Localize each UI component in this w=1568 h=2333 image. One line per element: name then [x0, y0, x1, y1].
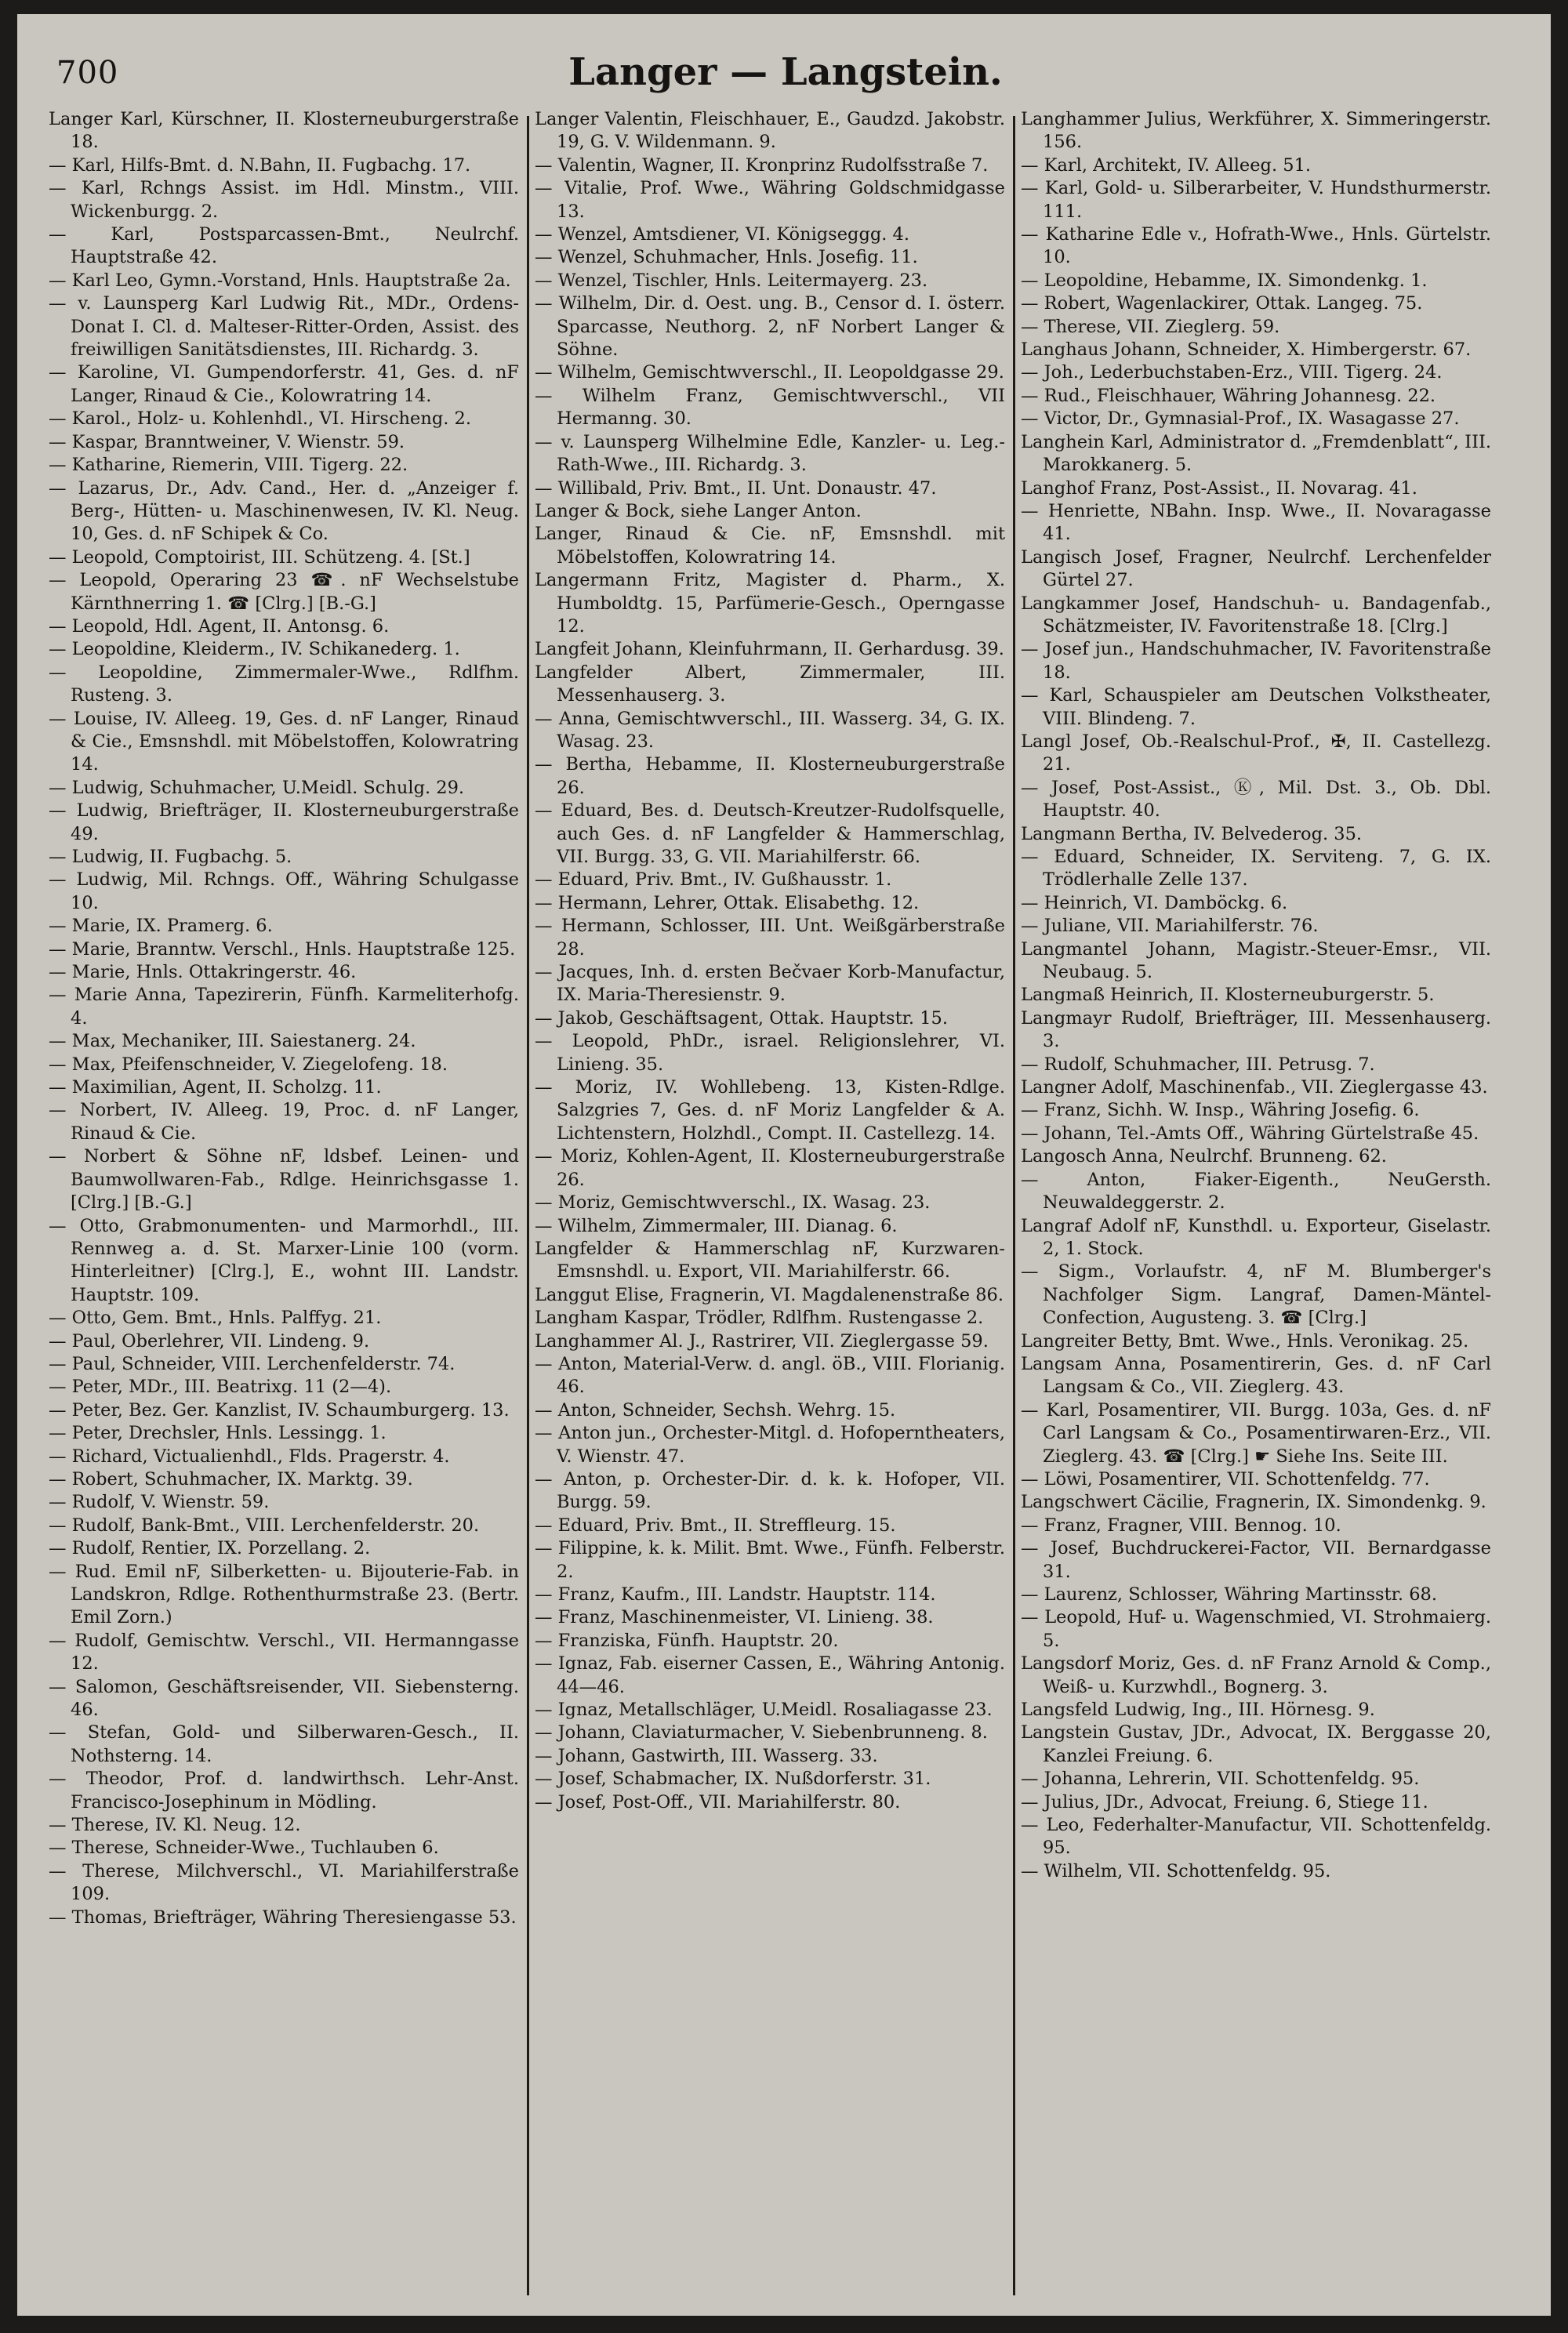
directory-entry: Langgut Elise, Fragnerin, VI. Magdalenenstraße 86.: [535, 1284, 1004, 1305]
directory-entry: — Lazarus, Dr., Adv. Cand., Her. d. „Anzeiger f. Berg-, Hütten- u. Maschinenwesen, IV. Kl. Neug. 10, Ges. d. nF Schipek & Co.: [49, 477, 519, 545]
directory-entry: — Max, Mechaniker, III. Saiestanerg. 24.: [49, 1031, 416, 1052]
directory-entry: — Theodor, Prof. d. landwirthsch. Lehr-Anst. Francisco-Josephinum in Mödling.: [49, 1769, 519, 1812]
directory-entry: — Hermann, Schlosser, III. Unt. Weißgärberstraße 28.: [535, 916, 1005, 960]
directory-entry: — Salomon, Geschäftsreisender, VII. Siebensterng. 46.: [49, 1676, 519, 1721]
directory-entry: — Johann, Gastwirth, III. Wasserg. 33.: [535, 1745, 878, 1766]
directory-entry: — Valentin, Wagner, II. Kronprinz Rudolfsstraße 7.: [535, 154, 989, 176]
directory-entry: — Leopoldine, Hebamme, IX. Simondenkg. 1.: [1021, 270, 1428, 291]
directory-entry: Langermann Fritz, Magister d. Pharm., X. Humboldtg. 15, Parfümerie-Gesch., Operngasse 12.: [535, 570, 1005, 637]
directory-entry: — Karl, Schauspieler am Deutschen Volkstheater, VIII. Blindeng. 7.: [1021, 685, 1491, 729]
directory-entry: Langmayr Rudolf, Briefträger, III. Messenhauserg. 3.: [1021, 1007, 1491, 1052]
directory-entry: — Josef, Buchdruckerei-Factor, VII. Bernardgasse 31.: [1021, 1538, 1491, 1582]
directory-entry: — Bertha, Hebamme, II. Klosterneuburgerstraße 26.: [535, 754, 1005, 798]
directory-entry: — Franz, Fragner, VIII. Bennog. 10.: [1021, 1515, 1341, 1536]
directory-entry: — Paul, Oberlehrer, VII. Lindeng. 9.: [49, 1330, 370, 1352]
directory-entry: — Wenzel, Tischler, Hnls. Leitermayerg. 23.: [535, 270, 928, 291]
directory-entry: — Ludwig, Briefträger, II. Klosterneuburgerstraße 49.: [49, 800, 519, 844]
directory-entry: — Willibald, Priv. Bmt., II. Unt. Donaustr. 47.: [535, 477, 937, 499]
directory-entry: — Johann, Tel.-Amts Off., Währing Gürtelstraße 45.: [1021, 1123, 1479, 1144]
directory-entry: — Vitalie, Prof. Wwe., Währing Goldschmidgasse 13.: [535, 178, 1005, 222]
directory-entry: — Karol., Holz- u. Kohlenhdl., VI. Hirscheng. 2.: [49, 408, 472, 430]
directory-entry: Langer, Rinaud & Cie. nF, Emsnshdl. mit Möbelstoffen, Kolowratring 14.: [535, 524, 1005, 568]
directory-entry: — Franz, Sichh. W. Insp., Währing Josefig. 6.: [1021, 1100, 1420, 1121]
directory-entry: — Maximilian, Agent, II. Scholzg. 11.: [49, 1077, 382, 1098]
directory-entry: Langer Valentin, Fleischhauer, E., Gaudzd. Jakobstr. 19, G. V. Wildenmann. 9.: [535, 109, 1005, 153]
directory-column-3: [1021, 108, 1491, 2303]
directory-entry: — Richard, Victualienhdl., Flds. Pragerstr. 4.: [49, 1446, 450, 1467]
directory-entry: — Wilhelm, VII. Schottenfeldg. 95.: [1021, 1860, 1331, 1881]
directory-entry: — Moriz, IV. Wohllebeng. 13, Kisten-Rdlge. Salzgries 7, Ges. d. nF Moriz Langfelder & A. Lichtenstern, Holzhdl., Compt. II. Castellezg. 14.: [535, 1077, 1005, 1144]
directory-entry: — Therese, IV. Kl. Neug. 12.: [49, 1815, 301, 1836]
directory-entry: — Wilhelm, Gemischtwverschl., II. Leopoldgasse 29.: [535, 362, 1004, 383]
directory-entry: — Rudolf, V. Wienstr. 59.: [49, 1492, 270, 1513]
directory-entry: — Henriette, NBahn. Insp. Wwe., II. Novaragasse 41.: [1021, 500, 1491, 545]
directory-entry: — Peter, Drechsler, Hnls. Lessingg. 1.: [49, 1423, 387, 1444]
directory-entry: Langosch Anna, Neulrchf. Brunneng. 62.: [1021, 1146, 1387, 1167]
directory-entry: Langsdorf Moriz, Ges. d. nF Franz Arnold & Comp., Weiß- u. Kurzwhdl., Bognerg. 3.: [1021, 1653, 1491, 1697]
directory-entry: — Therese, Schneider-Wwe., Tuchlauben 6.: [49, 1838, 439, 1859]
directory-entry: — Jacques, Inh. d. ersten Bečvaer Korb-Manufactur, IX. Maria-Theresienstr. 9.: [535, 962, 1005, 1006]
directory-entry: — Anton, Fiaker-Eigenth., NeuGersth. Neuwaldeggerstr. 2.: [1021, 1169, 1491, 1214]
directory-entry: — Johanna, Lehrerin, VII. Schottenfeldg. 95.: [1021, 1769, 1420, 1790]
directory-entry: — Juliane, VII. Mariahilferstr. 76.: [1021, 916, 1319, 937]
directory-entry: — Laurenz, Schlosser, Währing Martinsstr. 68.: [1021, 1584, 1437, 1605]
directory-column-2: [535, 108, 1005, 2303]
directory-entry: — Marie, Hnls. Ottakringerstr. 46.: [49, 962, 357, 983]
directory-entry: Langstein Gustav, JDr., Advocat, IX. Berggasse 20, Kanzlei Freiung. 6.: [1021, 1722, 1491, 1766]
directory-entry: — Robert, Wagenlackirer, Ottak. Langeg. 75.: [1021, 293, 1423, 314]
directory-entry: Langfeit Johann, Kleinfuhrmann, II. Gerhardusg. 39.: [535, 639, 1004, 660]
directory-entry: — Max, Pfeifenschneider, V. Ziegelofeng. 18.: [49, 1054, 448, 1075]
directory-entry: Langl Josef, Ob.-Realschul-Prof., ✠, II. Castellezg. 21.: [1021, 731, 1491, 775]
directory-entry: — Karl, Gold- u. Silberarbeiter, V. Hundsthurmerstr. 111.: [1021, 178, 1491, 222]
directory-entry: — Therese, Milchverschl., VI. Mariahilferstraße 109.: [49, 1860, 519, 1905]
directory-entry: — Leopoldine, Zimmermaler-Wwe., Rdlfhm. Rusteng. 3.: [49, 662, 519, 706]
directory-entry: — Eduard, Priv. Bmt., II. Streffleurg. 15.: [535, 1515, 896, 1536]
directory-entry: — Wilhelm, Dir. d. Oest. ung. B., Censor d. I. österr. Sparcasse, Neuthorg. 2, nF Norbert Langer & Söhne.: [535, 293, 1005, 361]
page-number: 700: [56, 55, 119, 91]
directory-entry: — Marie, Branntw. Verschl., Hnls. Hauptstraße 125.: [49, 938, 516, 960]
directory-entry: — Josef, Schabmacher, IX. Nußdorferstr. 31.: [535, 1769, 931, 1790]
directory-entry: — Victor, Dr., Gymnasial-Prof., IX. Wasagasse 27.: [1021, 408, 1460, 430]
directory-entry: — Anton, Schneider, Sechsh. Wehrg. 15.: [535, 1399, 896, 1420]
directory-entry: — Leopold, Comptoirist, III. Schützeng. 4. [St.]: [49, 546, 470, 568]
directory-entry: Langmaß Heinrich, II. Klosterneuburgerstr. 5.: [1021, 985, 1435, 1006]
directory-entry: — Norbert & Söhne nF, ldsbef. Leinen- und Baumwollwaren-Fab., Rdlge. Heinrichsgasse 1. [Clrg.] [B.-G.]: [49, 1146, 519, 1214]
directory-entry: — Stefan, Gold- und Silberwaren-Gesch., II. Nothsterng. 14.: [49, 1722, 519, 1766]
running-head: Langer — Langstein.: [568, 50, 1003, 94]
directory-entry: — Filippine, k. k. Milit. Bmt. Wwe., Fünfh. Felberstr. 2.: [535, 1538, 1005, 1582]
page-header: [49, 50, 1523, 97]
directory-entry: — Karoline, VI. Gumpendorferstr. 41, Ges. d. nF Langer, Rinaud & Cie., Kolowratring 14.: [49, 362, 519, 406]
directory-entry: Langreiter Betty, Bmt. Wwe., Hnls. Veronikag. 25.: [1021, 1330, 1469, 1352]
directory-entry: — Katharine Edle v., Hofrath-Wwe., Hnls. Gürtelstr. 10.: [1021, 224, 1491, 268]
directory-column-1: [49, 108, 519, 2303]
directory-entry: — Karl Leo, Gymn.-Vorstand, Hnls. Hauptstraße 2a.: [49, 270, 511, 291]
directory-entry: — Otto, Grabmonumenten- und Marmorhdl., III. Rennweg a. d. St. Marxer-Linie 100 (vorm. Hinterleitner) [Clrg.], E., wohnt III. Landstr. Hauptstr. 109.: [49, 1215, 519, 1305]
directory-entry: — v. Launsperg Wilhelmine Edle, Kanzler- u. Leg.-Rath-Wwe., III. Richardg. 3.: [535, 431, 1005, 476]
directory-entry: — Franziska, Fünfh. Hauptstr. 20.: [535, 1630, 839, 1651]
directory-entry: — Ludwig, II. Fugbachg. 5.: [49, 847, 292, 867]
directory-entry: — Norbert, IV. Alleeg. 19, Proc. d. nF Langer, Rinaud & Cie.: [49, 1100, 519, 1144]
directory-entry: — Anton, Material-Verw. d. angl. öB., VIII. Florianig. 46.: [535, 1353, 1005, 1398]
directory-entry: — Hermann, Lehrer, Ottak. Elisabethg. 12.: [535, 892, 920, 913]
directory-entry: Langsfeld Ludwig, Ing., III. Hörnesg. 9.: [1021, 1700, 1375, 1721]
directory-entry: — Ludwig, Mil. Rchngs. Off., Währing Schulgasse 10.: [49, 869, 519, 913]
directory-page: [17, 14, 1551, 2316]
directory-entry: — Thomas, Briefträger, Währing Theresiengasse 53.: [49, 1907, 517, 1928]
directory-entry: — Eduard, Priv. Bmt., IV. Gußhausstr. 1.: [535, 869, 892, 891]
directory-entry: Langhammer Al. J., Rastrirer, VII. Zieglergasse 59.: [535, 1330, 989, 1352]
directory-entry: — Wenzel, Schuhmacher, Hnls. Josefig. 11.: [535, 247, 918, 268]
column-rule: [527, 116, 529, 2295]
directory-entry: — Wilhelm Franz, Gemischtwverschl., VII Hermanng. 30.: [535, 385, 1005, 430]
directory-entry: — Anton, p. Orchester-Dir. d. k. k. Hofoper, VII. Burgg. 59.: [535, 1468, 1005, 1513]
directory-entry: — Löwi, Posamentirer, VII. Schottenfeldg. 77.: [1021, 1468, 1430, 1489]
directory-entry: Langschwert Cäcilie, Fragnerin, IX. Simondenkg. 9.: [1021, 1492, 1486, 1513]
directory-entry: — Ignaz, Fab. eiserner Cassen, E., Währing Antonig. 44—46.: [535, 1653, 1005, 1697]
directory-entry: — Eduard, Bes. d. Deutsch-Kreutzer-Rudolfsquelle, auch Ges. d. nF Langfelder & Hammerschlag, VII. Burgg. 33, G. VII. Mariahilferstr. 66.: [535, 800, 1005, 867]
directory-entry: — Jakob, Geschäftsagent, Ottak. Hauptstr. 15.: [535, 1007, 949, 1029]
directory-entry: — Franz, Maschinenmeister, VI. Linieng. 38.: [535, 1607, 934, 1628]
directory-entry: — Rudolf, Schuhmacher, III. Petrusg. 7.: [1021, 1054, 1375, 1075]
directory-entry: — Franz, Kaufm., III. Landstr. Hauptstr. 114.: [535, 1584, 936, 1605]
directory-entry: — Eduard, Schneider, IX. Serviteng. 7, G. IX. Trödlerhalle Zelle 137.: [1021, 847, 1491, 891]
directory-entry: — Josef, Post-Assist., Ⓚ, Mil. Dst. 3., Ob. Dbl. Hauptstr. 40.: [1021, 777, 1491, 822]
directory-entry: Langhammer Julius, Werkführer, X. Simmeringerstr. 156.: [1021, 109, 1491, 153]
directory-entry: Langfelder Albert, Zimmermaler, III. Messenhauserg. 3.: [535, 662, 1005, 706]
directory-entry: — v. Launsperg Karl Ludwig Rit., MDr., Ordens-Donat I. Cl. d. Malteser-Ritter-Orden, Assist. des freiwilligen Sanitätsdienstes, III. Richardg. 3.: [49, 293, 519, 361]
directory-entry: — Leopold, PhDr., israel. Religionslehrer, VI. Linieng. 35.: [535, 1031, 1005, 1075]
directory-entry: Langhof Franz, Post-Assist., II. Novarag. 41.: [1021, 477, 1417, 499]
directory-entry: — Rudolf, Gemischtw. Verschl., VII. Hermanngasse 12.: [49, 1630, 519, 1674]
directory-entry: — Karl, Posamentirer, VII. Burgg. 103a, Ges. d. nF Carl Langsam & Co., Posamentirwaren-Erz., VII. Zieglerg. 43. ☎ [Clrg.] ☛ Siehe Ins. Seite III.: [1021, 1399, 1491, 1467]
directory-entry: — Leopold, Huf- u. Wagenschmied, VI. Strohmaierg. 5.: [1021, 1607, 1491, 1651]
directory-entry: — Rud. Emil nF, Silberketten- u. Bijouterie-Fab. in Landskron, Rdlge. Rothenthurmstraße 23. (Bertr. Emil Zorn.): [49, 1561, 519, 1628]
directory-entry: — Anton jun., Orchester-Mitgl. d. Hofoperntheaters, V. Wienstr. 47.: [535, 1423, 1005, 1467]
directory-entry: Langsam Anna, Posamentirerin, Ges. d. nF Carl Langsam & Co., VII. Zieglerg. 43.: [1021, 1353, 1491, 1398]
directory-entry: Langhein Karl, Administrator d. „Fremdenblatt“, III. Marokkanerg. 5.: [1021, 431, 1491, 476]
directory-entry: — Moriz, Gemischtwverschl., IX. Wasag. 23.: [535, 1192, 931, 1214]
directory-entry: — Rudolf, Rentier, IX. Porzellang. 2.: [49, 1538, 371, 1559]
directory-entry: Langham Kaspar, Trödler, Rdlfhm. Rustengasse 2.: [535, 1308, 984, 1329]
directory-entry: — Leo, Federhalter-Manufactur, VII. Schottenfeldg. 95.: [1021, 1815, 1491, 1859]
directory-entry: — Katharine, Riemerin, VIII. Tigerg. 22.: [49, 455, 408, 476]
directory-entry: — Rudolf, Bank-Bmt., VIII. Lerchenfelderstr. 20.: [49, 1515, 480, 1536]
directory-entry: Langisch Josef, Fragner, Neulrchf. Lerchenfelder Gürtel 27.: [1021, 546, 1491, 591]
directory-entry: — Leopoldine, Kleiderm., IV. Schikanederg. 1.: [49, 639, 460, 660]
directory-entry: — Otto, Gem. Bmt., Hnls. Palffyg. 21.: [49, 1308, 382, 1329]
directory-entry: Langfelder & Hammerschlag nF, Kurzwaren-Emsnshdl. u. Export, VII. Mariahilferstr. 66.: [535, 1238, 1005, 1283]
directory-entry: — Julius, JDr., Advocat, Freiung. 6, Stiege 11.: [1021, 1791, 1428, 1812]
directory-entry: — Leopold, Hdl. Agent, II. Antonsg. 6.: [49, 615, 390, 637]
directory-entry: — Louise, IV. Alleeg. 19, Ges. d. nF Langer, Rinaud & Cie., Emsnshdl. mit Möbelstoffen, Kolowratring 14.: [49, 708, 519, 775]
column-rule: [1013, 116, 1015, 2295]
directory-entry: — Peter, Bez. Ger. Kanzlist, IV. Schaumburgerg. 13.: [49, 1399, 510, 1420]
directory-entry: Langraf Adolf nF, Kunsthdl. u. Exporteur, Giselastr. 2, 1. Stock.: [1021, 1215, 1491, 1259]
directory-entry: Langer Karl, Kürschner, II. Klosterneuburgerstraße 18.: [49, 109, 519, 153]
directory-entry: Langer & Bock, siehe Langer Anton.: [535, 500, 862, 521]
directory-entry: — Johann, Claviaturmacher, V. Siebenbrunneng. 8.: [535, 1722, 988, 1743]
directory-entry: — Joh., Lederbuchstaben-Erz., VIII. Tigerg. 24.: [1021, 362, 1443, 383]
directory-entry: — Karl, Postsparcassen-Bmt., Neulrchf. Hauptstraße 42.: [49, 224, 519, 268]
directory-entry: — Moriz, Kohlen-Agent, II. Klosterneuburgerstraße 26.: [535, 1146, 1005, 1190]
directory-entry: — Paul, Schneider, VIII. Lerchenfelderstr. 74.: [49, 1353, 456, 1374]
directory-entry: — Peter, MDr., III. Beatrixg. 11 (2—4).: [49, 1377, 392, 1398]
directory-entry: — Leopold, Operaring 23 ☎. nF Wechselstube Kärnthnerring 1. ☎ [Clrg.] [B.-G.]: [49, 570, 519, 614]
directory-entry: — Anna, Gemischtwverschl., III. Wasserg. 34, G. IX. Wasag. 23.: [535, 708, 1005, 752]
directory-entry: — Wilhelm, Zimmermaler, III. Dianag. 6.: [535, 1215, 898, 1236]
directory-entry: — Karl, Rchngs Assist. im Hdl. Minstm., VIII. Wickenburgg. 2.: [49, 178, 519, 222]
directory-entry: — Wenzel, Amtsdiener, VI. Königseggg. 4.: [535, 224, 910, 245]
directory-entry: — Therese, VII. Zieglerg. 59.: [1021, 316, 1280, 337]
directory-entry: — Kaspar, Branntweiner, V. Wienstr. 59.: [49, 431, 405, 452]
directory-entry: — Rud., Fleischhauer, Währing Johannesg. 22.: [1021, 385, 1436, 406]
directory-entry: — Karl, Architekt, IV. Alleeg. 51.: [1021, 154, 1312, 176]
directory-entry: — Josef, Post-Off., VII. Mariahilferstr. 80.: [535, 1791, 901, 1812]
directory-entry: Langhaus Johann, Schneider, X. Himbergerstr. 67.: [1021, 339, 1472, 361]
directory-entry: — Ludwig, Schuhmacher, U.Meidl. Schulg. 29.: [49, 777, 465, 798]
directory-entry: — Robert, Schuhmacher, IX. Marktg. 39.: [49, 1468, 413, 1489]
directory-entry: — Ignaz, Metallschläger, U.Meidl. Rosaliagasse 23.: [535, 1700, 993, 1721]
directory-entry: — Marie Anna, Tapezirerin, Fünfh. Karmeliterhofg. 4.: [49, 985, 519, 1029]
directory-entry: Langmann Bertha, IV. Belvederog. 35.: [1021, 823, 1363, 844]
directory-entry: Langkammer Josef, Handschuh- u. Bandagenfab., Schätzmeister, IV. Favoritenstraße 18. [Clrg.]: [1021, 593, 1491, 637]
directory-entry: — Karl, Hilfs-Bmt. d. N.Bahn, II. Fugbachg. 17.: [49, 154, 471, 176]
directory-entry: Langner Adolf, Maschinenfab., VII. Zieglergasse 43.: [1021, 1077, 1488, 1098]
directory-entry: — Marie, IX. Pramerg. 6.: [49, 916, 273, 937]
directory-entry: — Josef jun., Handschuhmacher, IV. Favoritenstraße 18.: [1021, 639, 1491, 683]
directory-entry: Langmantel Johann, Magistr.-Steuer-Emsr., VII. Neubaug. 5.: [1021, 938, 1491, 983]
directory-entry: — Sigm., Vorlaufstr. 4, nF M. Blumberger's Nachfolger Sigm. Langraf, Damen-Mäntel-Confection, Augusteng. 3. ☎ [Clrg.]: [1021, 1261, 1491, 1329]
directory-entry: — Heinrich, VI. Damböckg. 6.: [1021, 892, 1288, 913]
